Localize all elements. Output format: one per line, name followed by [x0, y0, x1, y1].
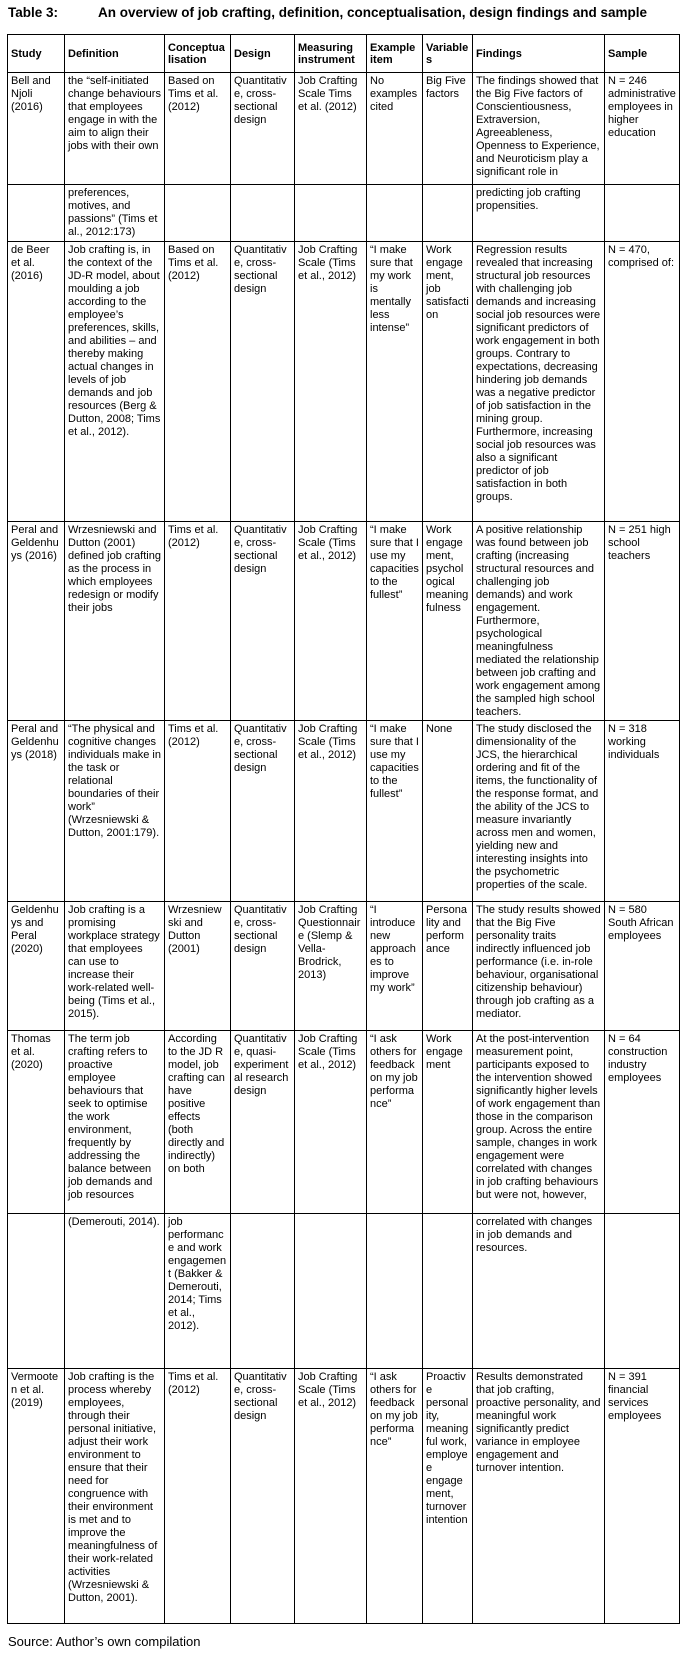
- cell-variables: Personality and performance: [423, 902, 473, 1031]
- cell-definition: Job crafting is a promising workplace strategy that employees can use to increase their work-related well-being (Tims et al., 2015).: [65, 902, 165, 1031]
- cell-measuring-instrument: [295, 1214, 367, 1369]
- column-header-findings: Findings: [473, 35, 605, 73]
- cell-variables: [423, 1214, 473, 1369]
- cell-measuring-instrument: [295, 185, 367, 242]
- cell-variables: Work engagement, job satisfaction: [423, 242, 473, 522]
- cell-variables: Work engagement: [423, 1031, 473, 1214]
- cell-definition: Wrzesniewski and Dutton (2001) defined job crafting as the process in which employees redesign or modify their jobs: [65, 522, 165, 721]
- cell-design: Quantitative, cross-sectional design: [231, 242, 295, 522]
- cell-findings: predicting job crafting propensities.: [473, 185, 605, 242]
- cell-example-item: “I make sure that I use my capacities to the fullest”: [367, 721, 423, 902]
- cell-sample: N = 318 working individuals: [605, 721, 680, 902]
- cell-example-item: “I ask others for feedback on my job performance”: [367, 1031, 423, 1214]
- cell-study: Geldenhuys and Peral (2020): [8, 902, 65, 1031]
- cell-sample: N = 64 construction industry employees: [605, 1031, 680, 1214]
- cell-conceptualisation: Based on Tims et al. (2012): [165, 73, 231, 185]
- cell-definition: “The physical and cognitive changes individuals make in the task or relational boundaries of their work” (Wrzesniewski & Dutton, 2001:179).: [65, 721, 165, 902]
- cell-conceptualisation: According to the JD R model, job crafting can have positive effects (both directly and indirectly) on both: [165, 1031, 231, 1214]
- cell-measuring-instrument: Job Crafting Questionnaire (Slemp & Vella-Brodrick, 2013): [295, 902, 367, 1031]
- cell-design: [231, 1214, 295, 1369]
- column-header-example-item: Example item: [367, 35, 423, 73]
- table-caption: [7, 5, 680, 21]
- cell-design: Quantitative, cross-sectional design: [231, 902, 295, 1031]
- cell-conceptualisation: Tims et al. (2012): [165, 721, 231, 902]
- cell-design: Quantitative, quasi-experimental research design: [231, 1031, 295, 1214]
- cell-definition: preferences, motives, and passions” (Tims et al., 2012:173): [65, 185, 165, 242]
- cell-measuring-instrument: Job Crafting Scale (Tims et al., 2012): [295, 1031, 367, 1214]
- source-note: Source: Author’s own compilation: [8, 1634, 201, 1649]
- cell-sample: N = 251 high school teachers: [605, 522, 680, 721]
- cell-measuring-instrument: Job Crafting Scale Tims et al. (2012): [295, 73, 367, 185]
- column-header-variables: Variables: [423, 35, 473, 73]
- cell-findings: The findings showed that the Big Five factors of Conscientiousness, Extraversion, Agreeableness, Openness to Experience, and Neuroticism play a significant role in: [473, 73, 605, 185]
- table-header-row: [8, 35, 680, 73]
- cell-conceptualisation: Tims et al. (2012): [165, 522, 231, 721]
- cell-sample: N = 391 financial services employees: [605, 1369, 680, 1624]
- table-row-thomas-2020: [8, 1031, 680, 1214]
- table-row-bell-njoli-2016-continued: [8, 185, 680, 242]
- cell-example-item: “I introduce new approaches to improve my work”: [367, 902, 423, 1031]
- table-row-thomas-2020-continued: [8, 1214, 680, 1369]
- cell-example-item: “I make sure that my work is mentally less intense”: [367, 242, 423, 522]
- cell-design: Quantitative, cross-sectional design: [231, 522, 295, 721]
- cell-conceptualisation: Wrzesniewski and Dutton (2001): [165, 902, 231, 1031]
- cell-study: Vermooten et al. (2019): [8, 1369, 65, 1624]
- cell-design: Quantitative, cross-sectional design: [231, 1369, 295, 1624]
- cell-conceptualisation: Tims et al. (2012): [165, 1369, 231, 1624]
- cell-sample: N = 470, comprised of:: [605, 242, 680, 522]
- cell-study: [8, 1214, 65, 1369]
- table-row-de-beer-2016: [8, 242, 680, 522]
- cell-variables: Work engagement, psychological meaningfulness: [423, 522, 473, 721]
- column-header-conceptualisation: Conceptualisation: [165, 35, 231, 73]
- cell-measuring-instrument: Job Crafting Scale (Tims et al., 2012): [295, 1369, 367, 1624]
- cell-example-item: “I make sure that I use my capacities to the fullest”: [367, 522, 423, 721]
- table-caption-text: An overview of job crafting, definition, conceptualisation, design findings and sample: [98, 5, 648, 20]
- column-header-design: Design: [231, 35, 295, 73]
- table-row-vermooten-2019: [8, 1369, 680, 1624]
- cell-findings: A positive relationship was found between job crafting (increasing structural resources and challenging job demands) and work engagement. Furthermore, psychological meaningfulness mediated the relationship between job crafting and work engagement among the sampled high school teachers.: [473, 522, 605, 721]
- cell-sample: [605, 1214, 680, 1369]
- table-row-peral-geldenhuys-2016: [8, 522, 680, 721]
- cell-findings: correlated with changes in job demands and resources.: [473, 1214, 605, 1369]
- cell-sample: N = 246 administrative employees in higher education: [605, 73, 680, 185]
- cell-sample: N = 580 South African employees: [605, 902, 680, 1031]
- cell-variables: Proactive personality, meaningful work, employee engagement, turnover intention: [423, 1369, 473, 1624]
- cell-conceptualisation: [165, 185, 231, 242]
- cell-example-item: [367, 185, 423, 242]
- cell-findings: Results demonstrated that job crafting, proactive personality, and meaningful work significantly predict variance in employee engagement and turnover intention.: [473, 1369, 605, 1624]
- cell-design: Quantitative, cross-sectional design: [231, 721, 295, 902]
- cell-findings: At the post-intervention measurement point, participants exposed to the intervention showed significantly higher levels of work engagement than those in the comparison group. Across the entire sample, changes in work engagement were correlated with changes in job crafting behaviours but were not, however,: [473, 1031, 605, 1214]
- column-header-study: Study: [8, 35, 65, 73]
- cell-conceptualisation: job performance and work engagement (Bakker & Demerouti, 2014; Tims et al., 2012).: [165, 1214, 231, 1369]
- cell-findings: Regression results revealed that increasing structural job resources with challenging job demands and increasing social job resources were significant predictors of work engagement in both groups. Contrary to expectations, decreasing hindering job demands was a negative predictor of job satisfaction in the mining group. Furthermore, increasing social job resources was also a significant predictor of job satisfaction in both groups.: [473, 242, 605, 522]
- cell-study: Bell and Njoli (2016): [8, 73, 65, 185]
- cell-study: de Beer et al. (2016): [8, 242, 65, 522]
- cell-variables: None: [423, 721, 473, 902]
- cell-measuring-instrument: Job Crafting Scale (Tims et al., 2012): [295, 721, 367, 902]
- table-row-geldenhuys-peral-2020: [8, 902, 680, 1031]
- cell-definition: the “self-initiated change behaviours that employees engage in with the aim to align their jobs with their own: [65, 73, 165, 185]
- cell-design: Quantitative, cross-sectional design: [231, 73, 295, 185]
- table-caption-label: Table 3:: [8, 5, 59, 20]
- cell-variables: [423, 185, 473, 242]
- table-row-peral-geldenhuys-2018: [8, 721, 680, 902]
- cell-definition: The term job crafting refers to proactive employee behaviours that seek to optimise the work environment, frequently by addressing the balance between job demands and job resources: [65, 1031, 165, 1214]
- cell-measuring-instrument: Job Crafting Scale (Tims et al., 2012): [295, 522, 367, 721]
- job-crafting-overview-table: [7, 34, 680, 1624]
- column-header-sample: Sample: [605, 35, 680, 73]
- cell-conceptualisation: Based on Tims et al. (2012): [165, 242, 231, 522]
- column-header-definition: Definition: [65, 35, 165, 73]
- cell-study: [8, 185, 65, 242]
- cell-study: Peral and Geldenhuys (2018): [8, 721, 65, 902]
- cell-example-item: “I ask others for feedback on my job performance”: [367, 1369, 423, 1624]
- cell-design: [231, 185, 295, 242]
- cell-findings: The study disclosed the dimensionality of the JCS, the hierarchical ordering and fit of the items, the functionality of the response format, and the ability of the JCS to measure invariantly across men and women, yielding new and interesting insights into the psychometric properties of the scale.: [473, 721, 605, 902]
- cell-measuring-instrument: Job Crafting Scale (Tims et al., 2012): [295, 242, 367, 522]
- cell-definition: (Demerouti, 2014).: [65, 1214, 165, 1369]
- column-header-measuring-instrument: Measuring instrument: [295, 35, 367, 73]
- table-row-bell-njoli-2016: [8, 73, 680, 185]
- cell-study: Peral and Geldenhuys (2016): [8, 522, 65, 721]
- cell-variables: Big Five factors: [423, 73, 473, 185]
- cell-findings: The study results showed that the Big Five personality traits indirectly influenced job performance (i.e. in-role behaviour, organisational citizenship behaviour) through job crafting as a mediator.: [473, 902, 605, 1031]
- cell-example-item: No examples cited: [367, 73, 423, 185]
- cell-definition: Job crafting is the process whereby employees, through their personal initiative, adjust their work environment to ensure that their need for congruence with their environment is met and to improve the meaningfulness of their work-related activities (Wrzesniewski & Dutton, 2001).: [65, 1369, 165, 1624]
- cell-example-item: [367, 1214, 423, 1369]
- cell-sample: [605, 185, 680, 242]
- cell-definition: Job crafting is, in the context of the JD-R model, about moulding a job according to the employee’s preferences, skills, and abilities – and thereby making actual changes in levels of job demands and job resources (Berg & Dutton, 2008; Tims et al., 2012).: [65, 242, 165, 522]
- cell-study: Thomas et al. (2020): [8, 1031, 65, 1214]
